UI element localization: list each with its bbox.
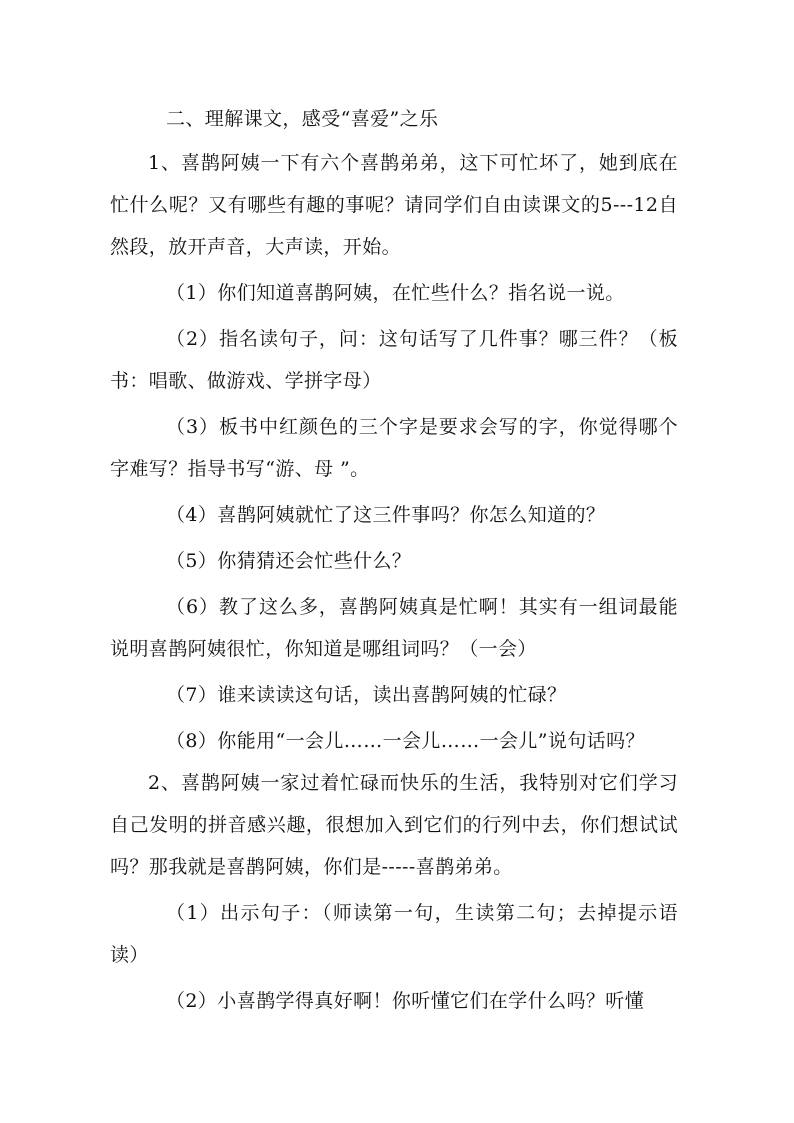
paragraph-1: 1、喜鹊阿姨一下有六个喜鹊弟弟，这下可忙坏了，她到底在忙什么呢？又有哪些有趣的事呢？请同学们自由读课文的5---12自然段，放开声音，大声读，开始。: [110, 152, 678, 258]
paragraph-1-2: （2）指名读句子，问：这句话写了几件事？哪三件？（板书：唱歌、做游戏、学拼字母）: [110, 328, 678, 392]
paragraph-2-1: （1）出示句子：（师读第一句，生读第二句；去掉提示语读）: [110, 902, 678, 966]
paragraph-1-1: （1）你们知道喜鹊阿姨，在忙些什么？指名说一说。: [166, 282, 625, 304]
paragraph-1-8: （8）你能用“一会儿……一会儿……一会儿”说句话吗？: [166, 730, 645, 752]
section-heading: 二、理解课文，感受“喜爱”之乐: [166, 108, 439, 130]
paragraph-2-2: （2）小喜鹊学得真好啊！你听懂它们在学什么吗？听懂: [166, 990, 645, 1012]
paragraph-1-6: （6）教了这么多，喜鹊阿姨真是忙啊！其实有一组词最能说明喜鹊阿姨很忙，你知道是哪组词吗？（一会）: [110, 596, 678, 660]
paragraph-1-5: （5）你猜猜还会忙些什么？: [166, 550, 412, 572]
paragraph-1-3: （3）板书中红颜色的三个字是要求会写的字，你觉得哪个字难写？指导书写“游、母 ”。: [110, 416, 678, 480]
document-body: [110, 98, 678, 1022]
paragraph-1-4: （4）喜鹊阿姨就忙了这三件事吗？你怎么知道的？: [166, 504, 606, 526]
paragraph-1-7: （7）谁来读读这句话，读出喜鹊阿姨的忙碌？: [166, 684, 567, 706]
paragraph-2: 2、喜鹊阿姨一家过着忙碌而快乐的生活，我特别对它们学习自己发明的拼音感兴趣，很想加入到它们的行列中去，你们想试试吗？那我就是喜鹊阿姨，你们是-----喜鹊弟弟。: [110, 772, 678, 878]
